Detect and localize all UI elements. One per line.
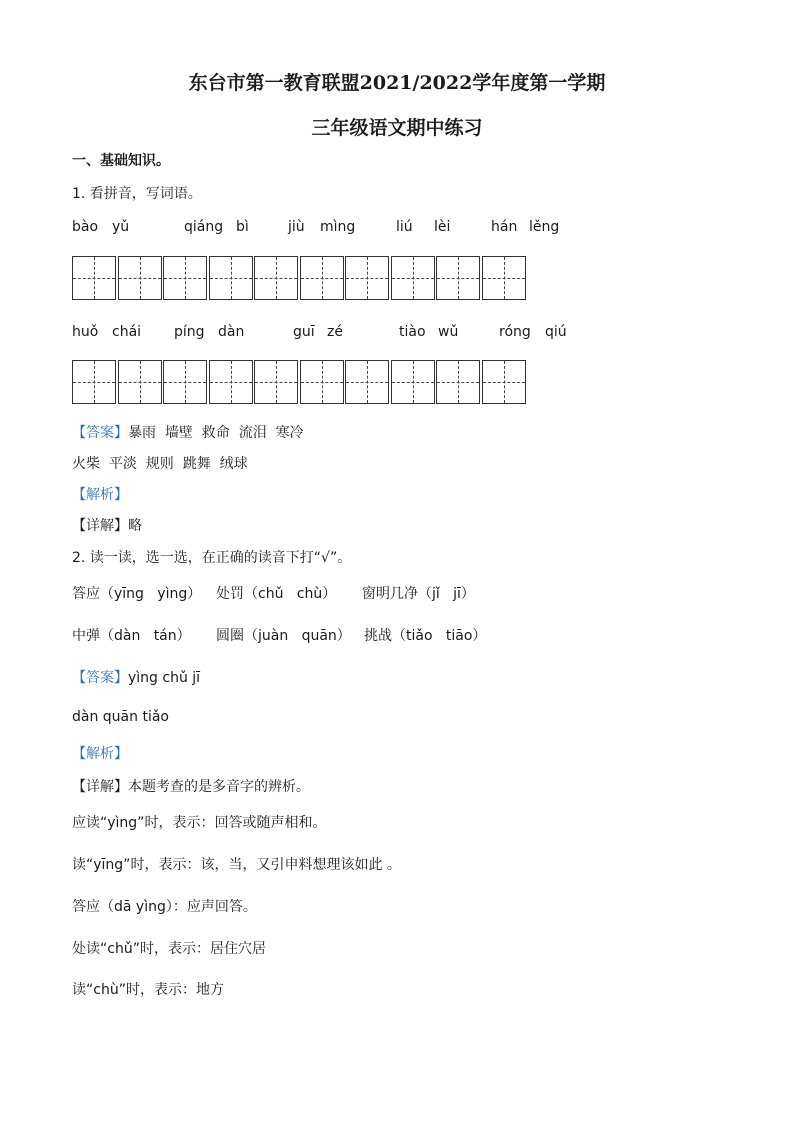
pinyin-syllable: píng bbox=[174, 324, 205, 340]
reading-choice: 窗明几净（jǐ jī） bbox=[362, 586, 475, 602]
pinyin-syllable: zé bbox=[327, 324, 343, 340]
writing-cell[interactable] bbox=[118, 256, 162, 300]
answer-label: 【答案】 bbox=[72, 425, 128, 441]
pinyin-syllable: lèi bbox=[434, 219, 451, 235]
detail-label: 【详解】 bbox=[72, 779, 128, 795]
detail-text: 略 bbox=[128, 518, 142, 534]
writing-cell[interactable] bbox=[209, 256, 253, 300]
analysis-label: 【解析】 bbox=[72, 487, 128, 503]
writing-cell[interactable] bbox=[482, 256, 526, 300]
pinyin-syllable: tiào bbox=[399, 324, 426, 340]
writing-cell[interactable] bbox=[163, 360, 207, 404]
pinyin-syllable: dàn bbox=[218, 324, 245, 340]
reading-choice: 处罚（chǔ chù） bbox=[216, 586, 337, 602]
question-1-prompt: 1. 看拼音，写词语。 bbox=[72, 186, 202, 202]
pinyin-syllable: huǒ bbox=[72, 324, 99, 340]
answer-text: yìng chǔ jī bbox=[128, 670, 201, 686]
writing-cell[interactable] bbox=[209, 360, 253, 404]
document-title: 东台市第一教育联盟2021/2022学年度第一学期 bbox=[188, 72, 606, 94]
pinyin-syllable: bì bbox=[236, 219, 249, 235]
answer-text-line-2: 火柴 平淡 规则 跳舞 绒球 bbox=[72, 456, 248, 472]
pinyin-syllable: chái bbox=[112, 324, 142, 340]
writing-cell[interactable] bbox=[391, 360, 435, 404]
question-2-prompt: 2. 读一读，选一选，在正确的读音下打“√”。 bbox=[72, 550, 352, 566]
reading-choice: 中弹（dàn tán） bbox=[72, 628, 191, 644]
pinyin-syllable: wǔ bbox=[438, 324, 459, 340]
pinyin-syllable: qiú bbox=[545, 324, 567, 340]
pinyin-syllable: qiáng bbox=[184, 219, 224, 235]
pinyin-syllable: jiù bbox=[288, 219, 305, 235]
explanation-line: 读“chù”时，表示：地方 bbox=[72, 982, 224, 998]
writing-cell[interactable] bbox=[391, 256, 435, 300]
pinyin-syllable: yǔ bbox=[112, 219, 130, 235]
explanation-line: 读“yīng”时，表示：该，当，又引申料想理该如此 。 bbox=[72, 857, 401, 873]
detail-text: 本题考查的是多音字的辨析。 bbox=[128, 779, 310, 795]
pinyin-syllable: hán bbox=[491, 219, 518, 235]
pinyin-syllable: mìng bbox=[320, 219, 356, 235]
detail-label: 【详解】 bbox=[72, 518, 128, 534]
answer-block bbox=[72, 667, 200, 687]
detail-block bbox=[72, 776, 310, 796]
writing-cell[interactable] bbox=[254, 360, 298, 404]
pinyin-syllable: bào bbox=[72, 219, 99, 235]
analysis-label: 【解析】 bbox=[72, 746, 128, 762]
answer-text-line-2: dàn quān tiǎo bbox=[72, 709, 169, 725]
reading-choice: 圆圈（juàn quān） bbox=[216, 628, 351, 644]
reading-choice: 挑战（tiǎo tiāo） bbox=[364, 628, 487, 644]
reading-choice: 答应（yīng yìng） bbox=[72, 586, 202, 602]
writing-cell[interactable] bbox=[436, 360, 480, 404]
detail-block bbox=[72, 515, 142, 535]
writing-cell[interactable] bbox=[254, 256, 298, 300]
section-heading: 一、基础知识。 bbox=[72, 153, 170, 169]
pinyin-syllable: róng bbox=[499, 324, 531, 340]
answer-label: 【答案】 bbox=[72, 670, 128, 686]
explanation-line: 答应（dā yìng）：应声回答。 bbox=[72, 899, 257, 915]
explanation-line: 应读“yìng”时，表示：回答或随声相和。 bbox=[72, 815, 327, 831]
writing-cell[interactable] bbox=[345, 360, 389, 404]
writing-cell[interactable] bbox=[436, 256, 480, 300]
writing-grid-row-1 bbox=[72, 256, 527, 300]
writing-cell[interactable] bbox=[72, 360, 116, 404]
writing-grid-row-2 bbox=[72, 360, 527, 404]
writing-cell[interactable] bbox=[300, 360, 344, 404]
writing-cell[interactable] bbox=[118, 360, 162, 404]
writing-cell[interactable] bbox=[163, 256, 207, 300]
explanation-line: 处读“chǔ”时，表示：居住穴居 bbox=[72, 941, 266, 957]
writing-cell[interactable] bbox=[300, 256, 344, 300]
writing-cell[interactable] bbox=[345, 256, 389, 300]
pinyin-syllable: liú bbox=[396, 219, 413, 235]
writing-cell[interactable] bbox=[72, 256, 116, 300]
writing-cell[interactable] bbox=[482, 360, 526, 404]
answer-text: 暴雨 墙壁 救命 流泪 寒冷 bbox=[128, 425, 304, 441]
pinyin-syllable: guī bbox=[293, 324, 315, 340]
document-subtitle: 三年级语文期中练习 bbox=[311, 117, 483, 139]
answer-block bbox=[72, 422, 304, 442]
pinyin-syllable: lěng bbox=[529, 219, 560, 235]
